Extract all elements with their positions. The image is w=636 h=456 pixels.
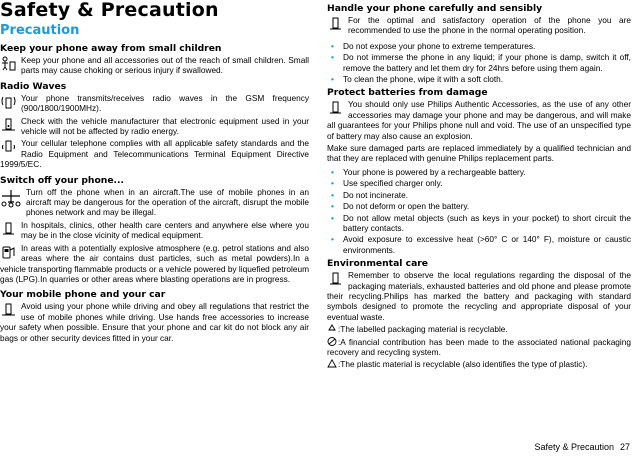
footer-label: Safety & Precaution [534, 442, 614, 452]
text-radio-2: Check with the vehicle manufacturer that electronic equipment used in your vehicle will not be affected by radio energy. [21, 115, 309, 137]
list-item [327, 167, 631, 177]
heading-environment: Environmental care [327, 258, 429, 270]
text-environment-1: Remember to observe the local regulations regarding the disposal of the packaging materials, exhausted batteries and old phone and please promote their recycling.Philips has marked the battery and packaging with standard symbols designed to promote the recycling and appropriate disposal of your eventual waste. [327, 270, 631, 322]
list-item-text: Do not incinerate. [343, 189, 409, 200]
recycle-icon [327, 324, 337, 333]
page-title: Safety & Precaution [0, 0, 219, 21]
handle-phone-icon [327, 16, 344, 31]
heading-small-children: Keep your phone away from small children [0, 43, 222, 54]
list-item [327, 234, 631, 255]
text-environment-2 [327, 324, 631, 334]
list-item [327, 74, 631, 84]
page-footer [534, 442, 630, 452]
list-item [327, 178, 631, 188]
heading-batteries: Protect batteries from damage [327, 87, 488, 99]
right-column [327, 0, 631, 372]
list-item-text: Do not expose your phone to extreme temperatures. [343, 40, 536, 51]
environment-icon [327, 271, 344, 286]
list-item-text: To clean the phone, wipe it with a soft cloth. [343, 74, 504, 85]
hospital-icon [0, 221, 17, 236]
bullet: • [331, 234, 334, 245]
list-item [327, 213, 631, 234]
section-title: Precaution [0, 23, 80, 38]
text-small-children: Keep your phone and all accessories out of the reach of small children. Small parts may cause choking or serious injury if swallowed. [21, 55, 309, 76]
list-item [327, 52, 631, 73]
plastic-recycle-icon [327, 359, 337, 368]
text-car: Avoid using your phone while driving and obey all regulations that restrict the use of mobile phones while driving. Use hands free accessories to increase your safety when possible. Ensure that your phone and car kit do not block any air bags or other security devices fitted in your car. [0, 301, 309, 343]
text-switch-aircraft: Turn off the phone when in an aircraft.The use of mobile phones in an aircraft may be dangerous for the operation of the aircraft, disrupt the mobile phones network and may be illegal. [26, 186, 309, 218]
page-number: 27 [619, 442, 630, 452]
list-item [327, 190, 631, 200]
child-icon [0, 56, 17, 71]
bullet: • [331, 189, 334, 200]
text-batteries-2: Make sure damaged parts are replaced immediately by a qualified technician and that they are replaced with genuine Philips replacement parts. [327, 143, 631, 164]
text-environment-2-content: :The labelled packaging material is recyclable. [338, 324, 508, 335]
bullet: • [331, 40, 334, 51]
heading-handle: Handle your phone carefully and sensibly [327, 3, 543, 14]
heading-radio-waves: Radio Waves [0, 80, 67, 92]
explosive-icon [0, 244, 17, 259]
list-item-text: Your phone is powered by a rechargeable battery. [343, 166, 526, 177]
list-item-text: Do not allow metal objects (such as keys in your pocket) to short circuit the battery contacts. [343, 212, 631, 233]
list-item [327, 41, 631, 51]
bullet: • [331, 212, 334, 223]
text-switch-hospital: In hospitals, clinics, other health care centers and anywhere else where you may be in the close vicinity of medical equipment. [21, 219, 309, 241]
bullet: • [331, 178, 334, 189]
heading-switch-off: Switch off your phone... [0, 174, 125, 186]
standards-icon [0, 139, 17, 154]
radio-wave-icon [0, 94, 17, 109]
list-item-text: Use specified charger only. [343, 178, 443, 189]
bullet: • [331, 52, 334, 63]
left-column [0, 0, 309, 345]
bullet: • [331, 74, 334, 85]
bullet: • [331, 201, 334, 212]
list-item-text: Do not deform or open the battery. [343, 201, 470, 212]
battery-icon [327, 100, 344, 115]
text-radio-3: Your cellular telephone complies with all applicable safety standards and the Radio Equipment and Telecommunications Terminal Equipment Directive 1999/5/EC. [0, 138, 309, 170]
text-environment-3-content: :A financial contribution has been made to the associated national packaging recovery and recycling system. [327, 336, 631, 357]
list-item-text: Avoid exposure to excessive heat (>60° C or 140° F), moisture or caustic environments. [343, 234, 631, 255]
handle-list [327, 41, 631, 85]
aircraft-icon [0, 188, 22, 208]
battery-list [327, 167, 631, 255]
text-batteries-1: You should only use Philips Authentic Accessories, as the use of any other accessories may damage your phone and may be dangerous, and will make all guarantees for your Philips phone null and void. The use of an unspecified type of battery may also cause an explosion. [327, 99, 631, 141]
bullet: • [331, 166, 334, 177]
text-switch-explosive: In areas with a potentially explosive atmosphere (e.g. petrol stations and also areas where the air contains dust particles, such as metal powders).In a vehicle transporting flammable products or a vehicle powered by liquefied petroleum gas (LPG).In quarries or other areas where blasting operations are in progress. [0, 242, 309, 284]
list-item-text: Do not immerse the phone in any liquid; if your phone is damp, switch it off, remove the battery and let them dry for 24hrs before using them again. [343, 52, 631, 73]
list-item [327, 201, 631, 211]
heading-car: Your mobile phone and your car [0, 289, 166, 301]
text-environment-3 [327, 337, 631, 358]
green-dot-icon [327, 337, 337, 346]
text-handle: For the optimal and satisfactory operation of the phone you are recommended to use the phone in the normal operating position. [348, 15, 631, 36]
vehicle-check-icon [0, 117, 17, 132]
text-environment-4-content: :The plastic material is recyclable (also identifies the type of plastic). [338, 359, 588, 370]
car-icon [0, 302, 17, 317]
text-environment-4 [327, 359, 631, 369]
text-radio-1: Your phone transmits/receives radio waves in the GSM frequency (900/1800/1900MHz). [21, 92, 309, 114]
